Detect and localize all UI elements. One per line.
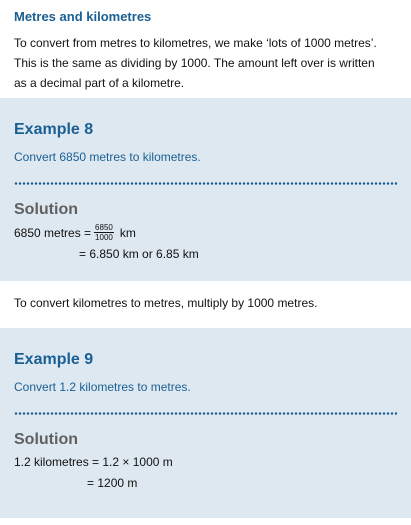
example-title: Example 8 bbox=[14, 121, 94, 138]
solution-title: Solution bbox=[14, 431, 78, 448]
step-lhs: 1.2 kilometres = 1.2 × 1000 m bbox=[14, 455, 173, 469]
dotted-divider bbox=[14, 412, 397, 415]
conversion-note: To convert kilometres to metres, multiply by 1000 metres. bbox=[14, 296, 318, 310]
solution-step bbox=[14, 223, 136, 242]
solution-step bbox=[79, 247, 199, 261]
fraction-denominator: 1000 bbox=[95, 233, 113, 242]
intro-line: This is the same as dividing by 1000. The amount left over is written bbox=[14, 56, 375, 70]
step-result: = 6.850 km or 6.85 km bbox=[79, 247, 199, 261]
example-title: Example 9 bbox=[14, 351, 94, 368]
step-lhs: 6850 metres = bbox=[14, 225, 92, 240]
dotted-divider bbox=[14, 182, 397, 185]
example-task: Convert 6850 metres to kilometres. bbox=[14, 150, 201, 164]
solution-step bbox=[87, 476, 137, 490]
fraction-numerator: 6850 bbox=[95, 223, 113, 232]
solution-title: Solution bbox=[14, 201, 78, 218]
section-heading: Metres and kilometres bbox=[14, 9, 152, 24]
fraction bbox=[94, 223, 114, 242]
step-unit: km bbox=[119, 225, 136, 240]
solution-step bbox=[14, 455, 173, 469]
intro-line: To convert from metres to kilometres, we make ‘lots of 1000 metres’. bbox=[14, 36, 377, 50]
example-task: Convert 1.2 kilometres to metres. bbox=[14, 380, 191, 394]
example-8-panel bbox=[0, 98, 411, 281]
step-result: = 1200 m bbox=[87, 476, 138, 490]
example-9-panel bbox=[0, 328, 411, 518]
intro-paragraph bbox=[14, 33, 394, 93]
intro-line: as a decimal part of a kilometre. bbox=[14, 76, 185, 90]
